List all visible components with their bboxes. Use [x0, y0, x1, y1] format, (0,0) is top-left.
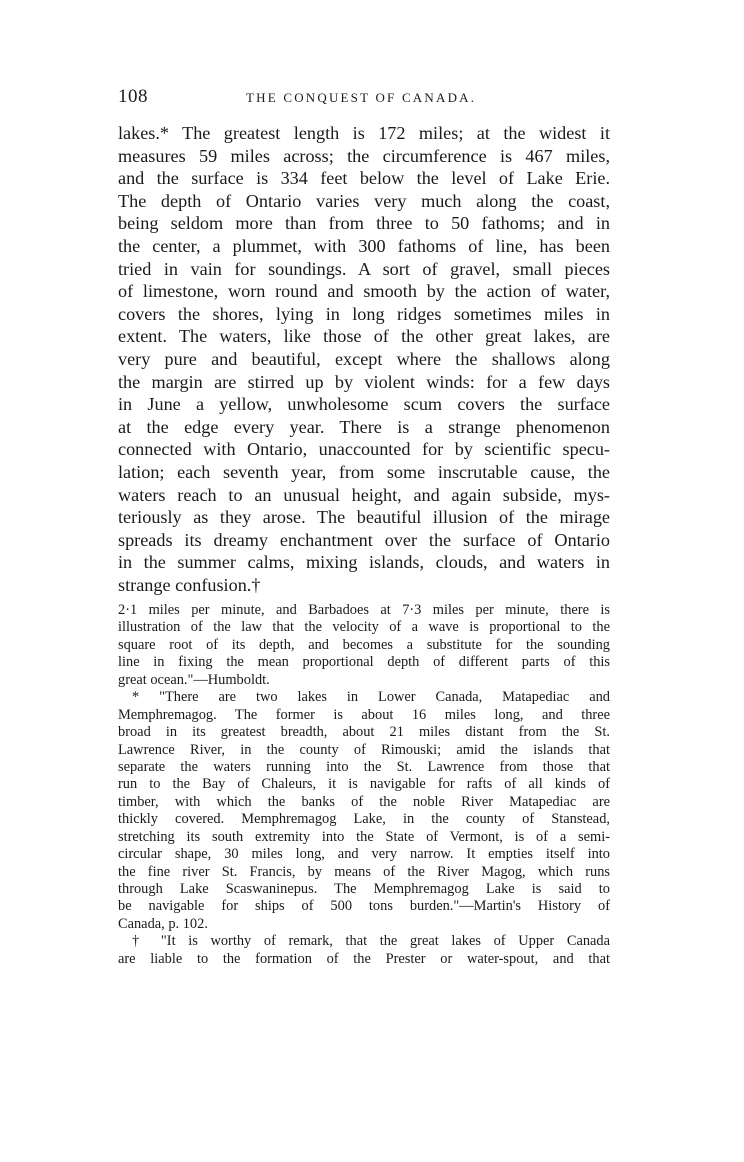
footnote-line: * "There are two lakes in Lower Canada, Matapediac and [132, 689, 610, 706]
footnote-line: are liable to the formation of the Prester or water-spout, and that [118, 950, 610, 967]
footnote-line: broad in its greatest breadth, about 21 miles distant from the St. [118, 724, 610, 741]
footnote-line: Lawrence River, in the county of Rimouski; amid the islands that [118, 741, 610, 758]
footnote-line: run to the Bay of Chaleurs, it is navigable for rafts of all kinds of [118, 776, 610, 793]
footnote-line: separate the waters running into the St. Lawrence from those that [118, 758, 610, 775]
footnote-line: stretching its south extremity into the State of Vermont, is of a semi- [118, 828, 610, 845]
body-line: tried in vain for soundings. A sort of gravel, small pieces [118, 258, 610, 279]
footnote-line: great ocean."—Humboldt. [118, 671, 270, 688]
body-line: very pure and beautiful, except where the shallows along [118, 348, 610, 369]
footnote-line: line in fixing the mean proportional depth of different parts of this [118, 654, 610, 671]
footnotes [118, 602, 610, 968]
footnote-line: Memphremagog. The former is about 16 miles long, and three [118, 706, 610, 723]
footnote-line: the fine river St. Francis, by means of the River Magog, which runs [118, 863, 610, 880]
footnote-line: circular shape, 30 miles long, and very narrow. It empties itself into [118, 846, 610, 863]
footnote-line: square root of its depth, and becomes a substitute for the sounding [118, 636, 610, 653]
body-line: connected with Ontario, unaccounted for by scientific specu- [118, 439, 610, 460]
footnote-line: illustration of the law that the velocity of a wave is proportional to the [118, 619, 610, 636]
footnote-line: through Lake Scaswaninepus. The Memphremagog Lake is said to [118, 881, 610, 897]
body-line: the center, a plummet, with 300 fathoms of line, has been [118, 235, 610, 256]
footnote-line: timber, with which the banks of the noble River Matapediac are [118, 793, 610, 810]
body-line: The depth of Ontario varies very much along the coast, [118, 190, 610, 211]
body-line: teriously as they arose. The beautiful illusion of the mirage [118, 507, 610, 528]
footnote-line: † "It is worthy of remark, that the great lakes of Upper Canada [132, 933, 610, 950]
body-line: extent. The waters, like those of the other great lakes, are [118, 326, 610, 347]
body-line: in June a yellow, unwholesome scum covers the surface [118, 394, 610, 415]
body-line: lation; each seventh year, from some inscrutable cause, the [118, 461, 610, 482]
page-header [118, 86, 608, 110]
footnote-line: 2·1 miles per minute, and Barbadoes at 7·3 miles per minute, there is [118, 602, 610, 618]
body-line: and the surface is 334 feet below the level of Lake Erie. [118, 168, 610, 189]
footnote-line: Canada, p. 102. [118, 915, 208, 932]
footnote-line: be navigable for ships of 500 tons burden."—Martin's History of [118, 898, 610, 915]
running-title: THE CONQUEST OF CANADA. [246, 90, 477, 105]
body-line: lakes.* The greatest length is 172 miles; at the widest it [118, 123, 610, 143]
body-line: of limestone, worn round and smooth by the action of water, [118, 281, 610, 302]
body-line: in the summer calms, mixing islands, clouds, and waters in [118, 552, 610, 573]
body-line: spreads its dreamy enchantment over the surface of Ontario [118, 529, 610, 550]
page-number: 108 [118, 86, 148, 107]
footnote-line: thickly covered. Memphremagog Lake, in the county of Stanstead, [118, 811, 610, 828]
body-line: being seldom more than from three to 50 fathoms; and in [118, 213, 610, 234]
body-line: the margin are stirred up by violent winds: for a few days [118, 371, 610, 392]
body-line: covers the shores, lying in long ridges sometimes miles in [118, 303, 610, 324]
main-text [118, 122, 610, 596]
body-line: waters reach to an unusual height, and again subside, mys- [118, 484, 610, 505]
body-line: measures 59 miles across; the circumference is 467 miles, [118, 145, 610, 166]
body-line: at the edge every year. There is a strange phenomenon [118, 416, 610, 437]
body-line: strange confusion.† [118, 574, 261, 595]
